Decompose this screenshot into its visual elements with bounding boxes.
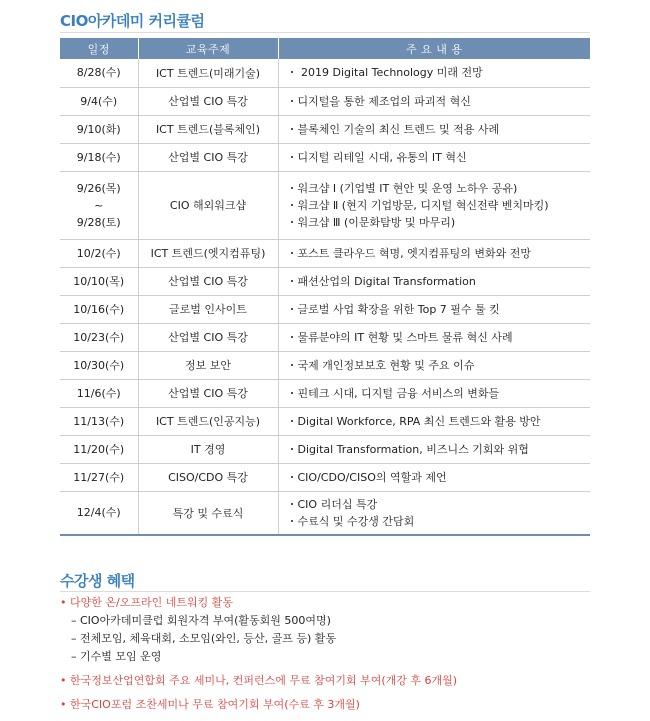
date-text: 11/13(수): [73, 414, 125, 428]
benefit-text: 다양한 온/오프라인 네트워킹 활동: [70, 596, 233, 609]
content-line: ・블록체인 기술의 최신 트렌드 및 적용 사례: [286, 122, 500, 136]
date-text: 10/10(목): [73, 274, 125, 288]
table-row: [60, 87, 590, 115]
date-text: 9/26(목): [76, 181, 121, 195]
table-row: [60, 295, 590, 323]
content-line: ・Digital Transformation, 비즈니스 기회와 위협: [286, 442, 529, 456]
row-topic: 정보 보안: [138, 351, 278, 379]
row-date: [60, 295, 138, 323]
row-date: [60, 463, 138, 491]
row-content: [278, 491, 590, 535]
row-content: [278, 351, 590, 379]
content-line: ・핀테크 시대, 디지털 금융 서비스의 변화들: [286, 386, 500, 400]
row-content: [278, 143, 590, 171]
date-text: 10/23(수): [73, 330, 125, 344]
content-line: ・디지털을 통한 제조업의 파괴적 혁신: [286, 94, 471, 108]
row-content: [278, 87, 590, 115]
benefit-subitem: – 전체모임, 체육대회, 소모임(와인, 등산, 골프 등) 활동: [71, 632, 337, 645]
content-line: ・글로벌 사업 확장을 위한 Top 7 필수 툴 킷: [286, 302, 500, 316]
row-topic: 특강 및 수료식: [138, 491, 278, 535]
date-text: 9/28(토): [76, 215, 121, 229]
table-row: [60, 463, 590, 491]
benefits-list: [60, 594, 600, 714]
table-row: [60, 239, 590, 267]
row-topic: CISO/CDO 특강: [138, 463, 278, 491]
row-topic: 산업별 CIO 특강: [138, 87, 278, 115]
row-date: [60, 115, 138, 143]
date-text: 11/6(수): [76, 386, 121, 400]
table-header-row: [60, 38, 590, 59]
table-row: [60, 491, 590, 535]
content-line: ・CIO/CDO/CISO의 역할과 제언: [286, 470, 447, 484]
content-line: ・디지털 리테일 시대, 유통의 IT 혁신: [286, 150, 467, 164]
table-row: [60, 59, 590, 87]
content-line: ・Digital Workforce, RPA 최신 트렌드와 활용 방안: [286, 414, 541, 428]
table-row: [60, 323, 590, 351]
row-content: [278, 115, 590, 143]
row-topic: IT 경영: [138, 435, 278, 463]
bullet-icon: •: [60, 674, 67, 687]
date-text: 11/27(수): [73, 470, 125, 484]
content-line: ・국제 개인정보보호 현황 및 주요 이슈: [286, 358, 475, 372]
date-text: 10/2(수): [76, 246, 121, 260]
row-content: [278, 171, 590, 239]
row-topic: 산업별 CIO 특강: [138, 143, 278, 171]
benefit-item: [60, 594, 600, 612]
date-text: 9/10(화): [76, 122, 121, 136]
benefit-item: [60, 696, 600, 714]
benefits-title: 수강생 혜택: [60, 572, 135, 590]
benefit-item: [60, 672, 600, 690]
row-content: [278, 435, 590, 463]
row-topic: ICT 트렌드(인공지능): [138, 407, 278, 435]
row-topic: ICT 트렌드(블록체인): [138, 115, 278, 143]
benefit-text: 한국정보산업연합회 주요 세미나, 컨퍼런스에 무료 참여기회 부여(개강 후 6개월): [70, 674, 458, 687]
row-date: [60, 491, 138, 535]
content-line: ・패션산업의 Digital Transformation: [286, 274, 476, 288]
curriculum-table: [60, 38, 590, 536]
bullet-icon: •: [60, 596, 67, 609]
benefit-subitem: – CIO아카데미클럽 회원자격 부여(활동회원 500여명): [71, 614, 331, 627]
curriculum-title: CIO아카데미 커리큘럼: [60, 12, 205, 30]
benefit-subitem: – 기수별 모임 운영: [71, 650, 162, 663]
row-content: [278, 295, 590, 323]
content-line: ・포스트 클라우드 혁명, 엣지컴퓨팅의 변화와 전망: [286, 246, 531, 260]
content-line: ・물류분야의 IT 현황 및 스마트 물류 혁신 사례: [286, 330, 513, 344]
row-content: [278, 463, 590, 491]
row-date: [60, 87, 138, 115]
row-date: [60, 379, 138, 407]
date-text: 8/28(수): [76, 66, 121, 80]
row-content: [278, 323, 590, 351]
row-content: [278, 267, 590, 295]
date-text: 11/20(수): [73, 442, 125, 456]
title-divider: [60, 32, 590, 33]
content-line: ・CIO 리더십 특강: [286, 497, 378, 511]
header-content: 주 요 내 용: [278, 38, 590, 59]
row-date: [60, 323, 138, 351]
table-row: [60, 143, 590, 171]
table-row: [60, 115, 590, 143]
header-topic: 교육주제: [138, 38, 278, 59]
row-date: [60, 143, 138, 171]
row-date: [60, 239, 138, 267]
date-text: 12/4(수): [76, 506, 121, 520]
row-topic: 산업별 CIO 특강: [138, 267, 278, 295]
row-topic: CIO 해외워크샵: [138, 171, 278, 239]
bullet-icon: •: [60, 698, 67, 711]
content-line: ・ 2019 Digital Technology 미래 전망: [286, 66, 483, 80]
row-date: [60, 435, 138, 463]
row-topic: ICT 트렌드(미래기술): [138, 59, 278, 87]
row-date: [60, 407, 138, 435]
table-row: [60, 351, 590, 379]
content-line: ・워크샵 Ⅱ (현지 기업방문, 디지털 혁신전략 벤치마킹): [286, 198, 549, 212]
content-line: ・워크샵 Ⅰ (기업별 IT 현안 및 운영 노하우 공유): [286, 181, 518, 195]
table-row: [60, 407, 590, 435]
date-text: 10/16(수): [73, 302, 125, 316]
row-date: [60, 59, 138, 87]
table-row: [60, 267, 590, 295]
row-topic: 글로벌 인사이트: [138, 295, 278, 323]
row-content: [278, 407, 590, 435]
row-date: [60, 171, 138, 239]
header-date: 일정: [60, 38, 138, 59]
date-text: 10/30(수): [73, 358, 125, 372]
row-topic: 산업별 CIO 특강: [138, 323, 278, 351]
table-row: [60, 435, 590, 463]
content-line: ・수료식 및 수강생 간담회: [286, 514, 415, 528]
row-content: [278, 239, 590, 267]
row-content: [278, 379, 590, 407]
date-text: ~: [94, 198, 104, 212]
row-content: [278, 59, 590, 87]
row-date: [60, 267, 138, 295]
row-date: [60, 351, 138, 379]
date-text: 9/18(수): [76, 150, 121, 164]
benefit-text: 한국CIO포럼 조찬세미나 무료 참여기회 부여(수료 후 3개월): [70, 698, 360, 711]
row-topic: ICT 트렌드(엣지컴퓨팅): [138, 239, 278, 267]
row-topic: 산업별 CIO 특강: [138, 379, 278, 407]
table-row: [60, 171, 590, 239]
table-row: [60, 379, 590, 407]
date-text: 9/4(수): [80, 94, 118, 108]
content-line: ・워크샵 Ⅲ (이문화탐방 및 마무리): [286, 215, 456, 229]
benefits-divider: [60, 591, 590, 592]
